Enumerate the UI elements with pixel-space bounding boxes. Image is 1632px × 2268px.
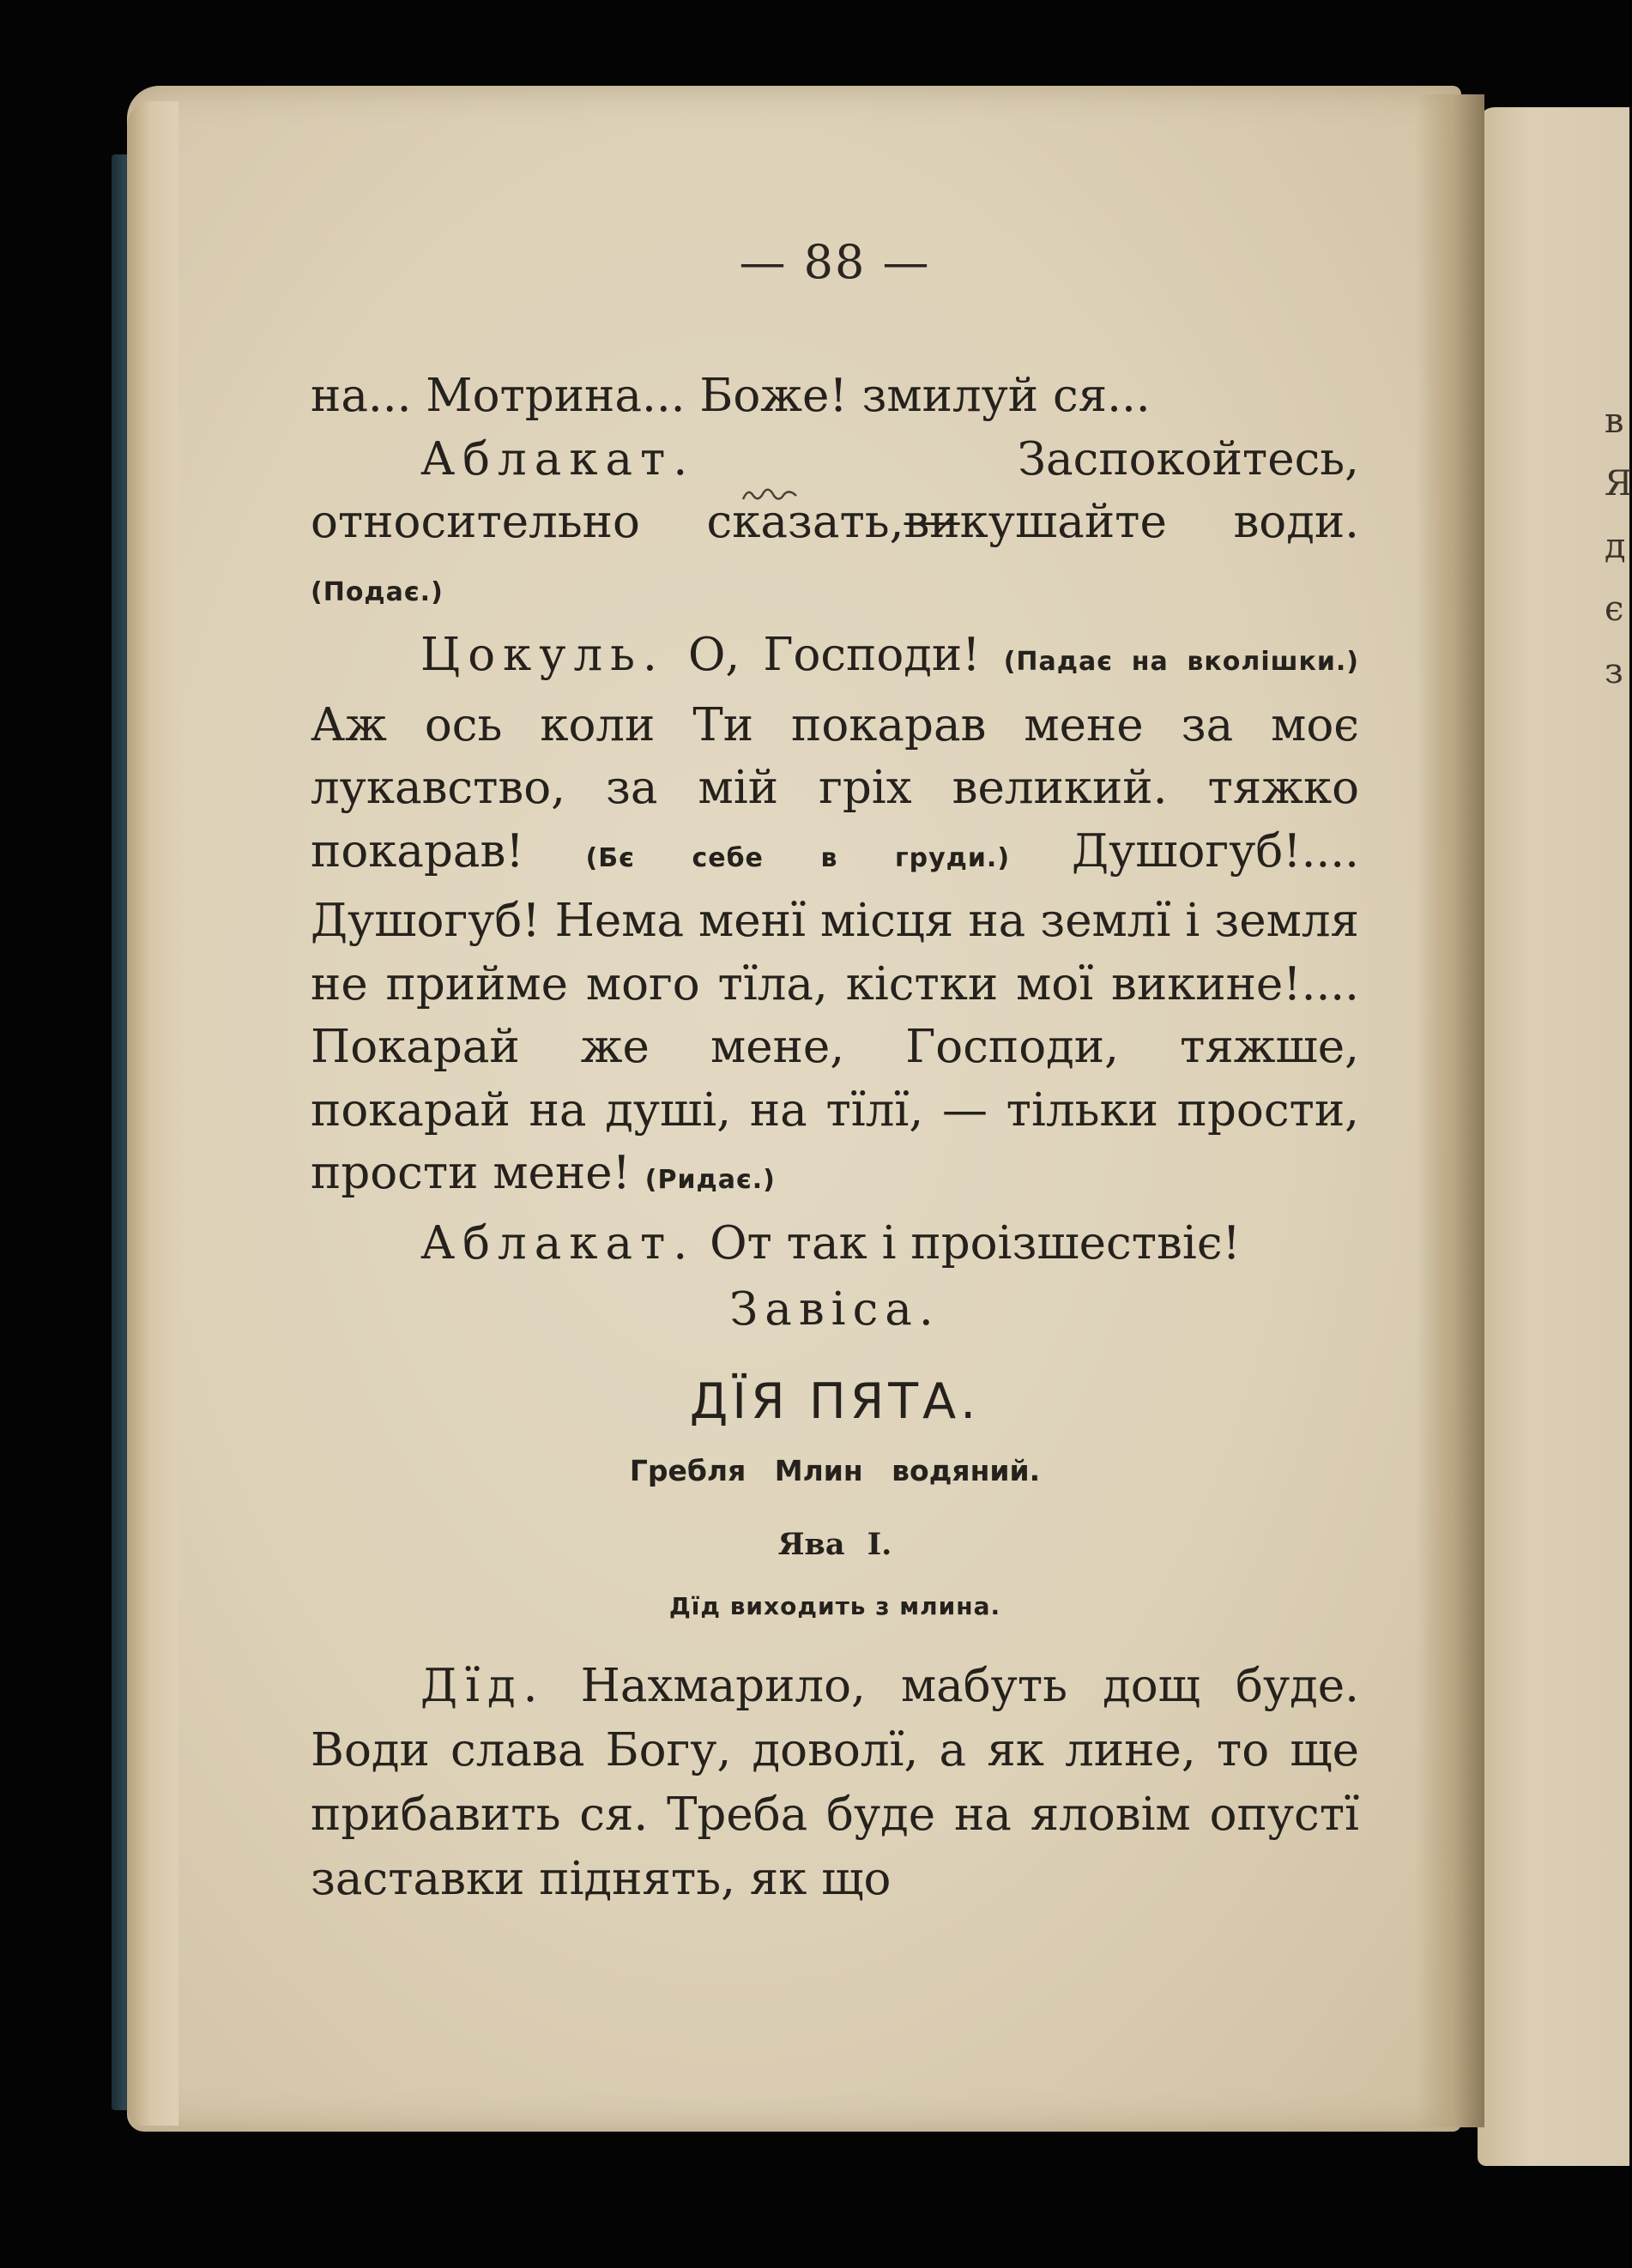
speaker-name: Дїд. (420, 1659, 546, 1712)
facing-page-fragment: д (1605, 527, 1626, 566)
facing-page-fragment: з (1605, 652, 1623, 691)
facing-page-text (1605, 390, 1632, 703)
dialogue-text: Душогуб!.... Душогуб! Нема менї місця на землї і земля не прийме мого тїла, кістки мої викине!.... Покарай же мене, Господи, тяжше, покарай на душі, на тїлї, — тільки прости, прости мене! (311, 824, 1359, 1199)
scene-heading: Ява I. (777, 1526, 892, 1562)
dialogue-paragraph (311, 624, 1359, 1212)
dialogue-text: Аж ось коли Ти покарав мене за моє лукавство, за мій гріх великий. тяжко покарав! (311, 698, 1359, 878)
dialogue-text: кушайте води. (959, 496, 1359, 548)
page-number: — 88 — (739, 235, 931, 289)
curtain-direction: Завіса. (729, 1283, 940, 1336)
dialogue-text: От так і проізшествіє! (695, 1216, 1241, 1270)
act-title: ДЇЯ ПЯТА. (689, 1372, 981, 1430)
stage-direction: (Бє себе в груди.) (585, 842, 1011, 873)
dialogue-text: Нахмарило, мабуть дощ буде. Води слава Богу, доволї, а як лине, то ще прибавить ся. Треба буде на яловім опустї заставки піднять, як що (311, 1659, 1359, 1905)
dialogue-text: Заспокойтесь, относительно сказать, (311, 432, 1359, 548)
facing-page-fragment: в (1605, 401, 1624, 441)
facing-page-fragment: Я (1605, 464, 1632, 504)
text-line (311, 365, 1359, 428)
dialogue-paragraph (311, 1654, 1359, 1911)
crossed-out-text: ви (904, 496, 960, 548)
stage-direction: (Падає на вколішки.) (1003, 647, 1359, 677)
dialogue-text: на... Мотрина... Боже! змилуй ся... (311, 370, 1151, 422)
speaker-name: Аблакат. (420, 432, 696, 486)
stage-direction: (Ридає.) (644, 1165, 776, 1195)
page-edge (127, 101, 178, 2126)
dialogue-text: О, Господи! (664, 629, 981, 681)
dialogue-paragraph (311, 428, 1359, 624)
speaker-name: Цокуль. (420, 629, 665, 681)
scene-direction: Дїд виходить з млина. (668, 1591, 1001, 1620)
speaker-name: Аблакат. (420, 1216, 696, 1270)
page-gutter (1416, 94, 1484, 2127)
facing-page-fragment: є (1605, 589, 1624, 629)
dialogue-paragraph (311, 1212, 1359, 1276)
act-setting: Гребля Млин водяний. (629, 1453, 1041, 1487)
stage-direction: (Подає.) (311, 576, 444, 607)
page-text (311, 365, 1359, 1911)
